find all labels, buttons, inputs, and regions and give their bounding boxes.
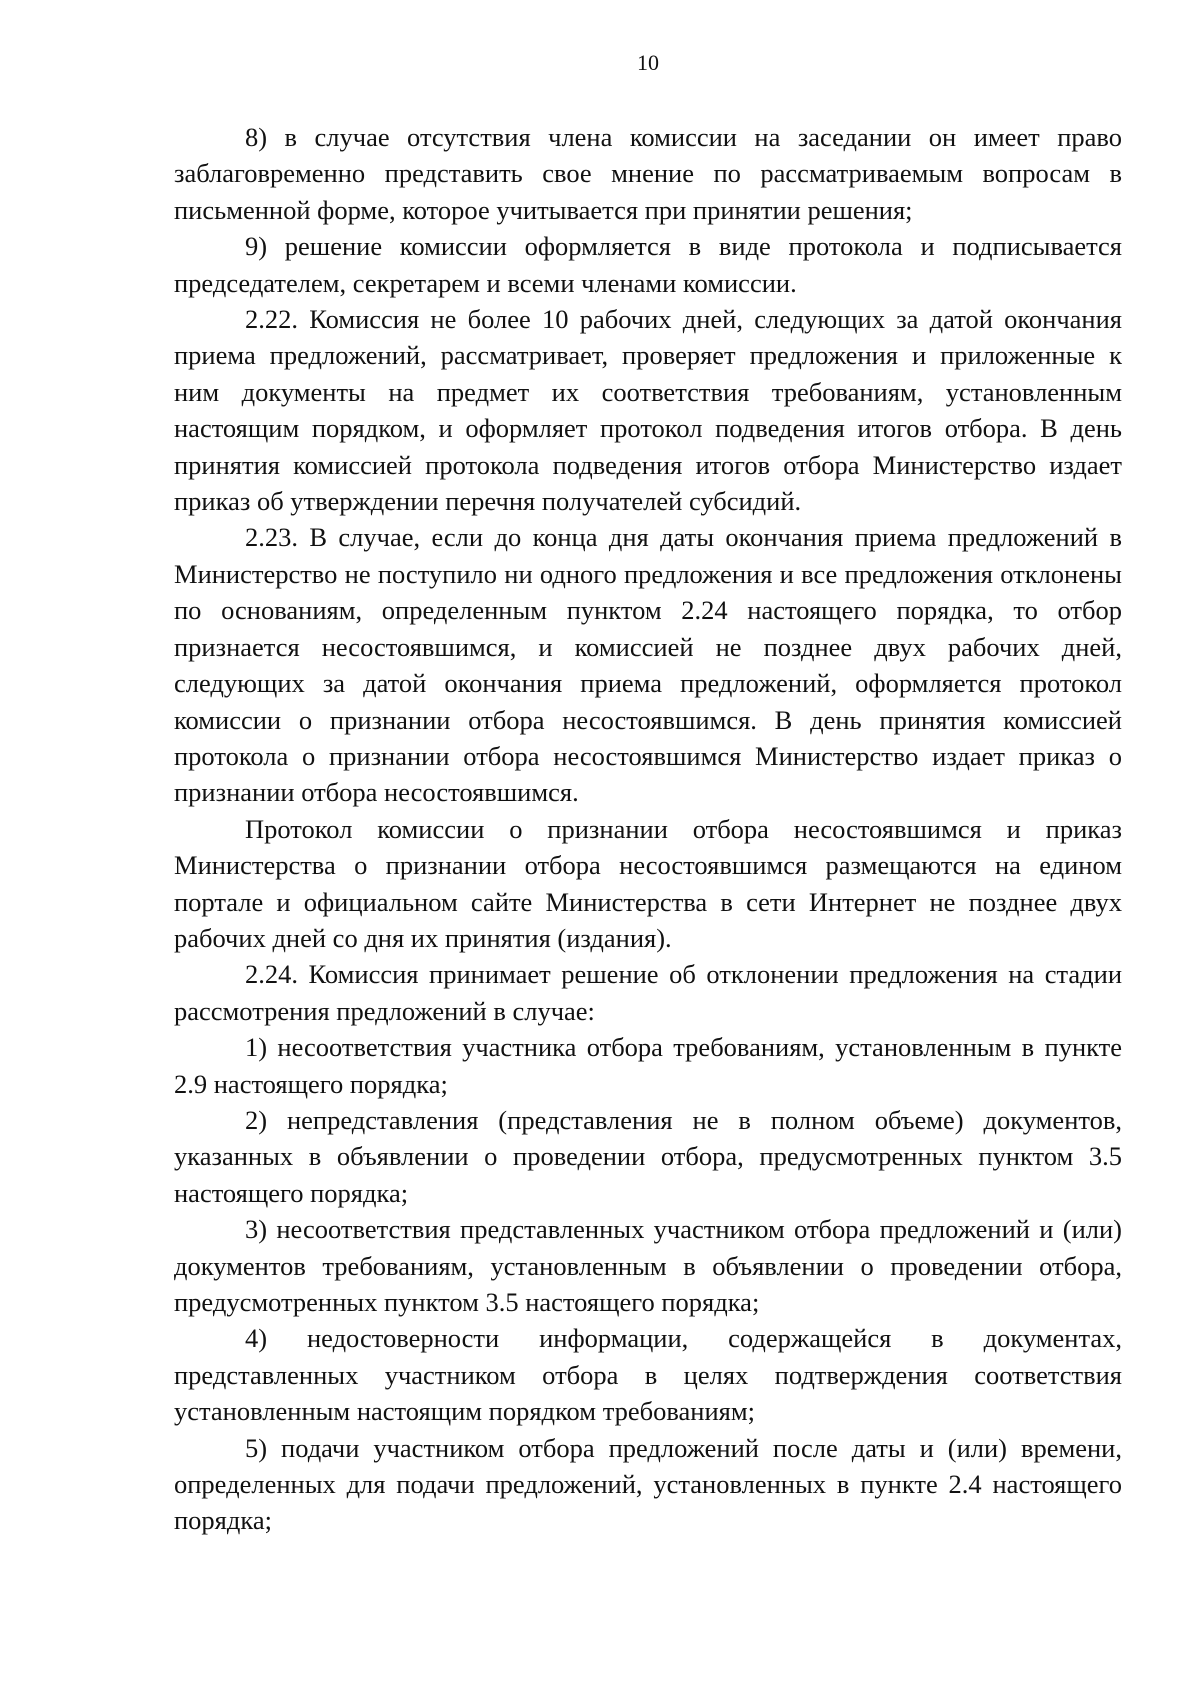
paragraph-item-2: 2) непредставления (представления не в полном объеме) документов, указанных в объявлении о проведении отбора, предусмотренных пунктом 3.5 настоящего порядка; [174, 1104, 1122, 1208]
paragraph-2-24: 2.24. Комиссия принимает решение об отклонении предложения на стадии рассмотрения предложений в случае: [174, 959, 1122, 1026]
paragraph-2-22: 2.22. Комиссия не более 10 рабочих дней, следующих за датой окончания приема предложений, рассматривает, проверяет предложения и приложенные к ним документы на предмет их соответствия требованиям, установленным настоящим порядком, и оформляет протокол подведения итогов отбора. В день принятия комиссией протокола подведения итогов отбора Министерство издает приказ об утверждении перечня получателей субсидий. [174, 304, 1122, 517]
paragraph-item-9: 9) решение комиссии оформляется в виде протокола и подписывается председателем, секретарем и всеми членами комиссии. [174, 231, 1122, 298]
paragraph-2-23: 2.23. В случае, если до конца дня даты окончания приема предложений в Министерство не поступило ни одного предложения и все предложения отклонены по основаниям, определенным пунктом 2.24 настоящего порядка, то отбор признается несостоявшимся, и комиссией не позднее двух рабочих дней, следующих за датой окончания приема предложений, оформляется протокол комиссии о признании отбора несостоявшимся. В день принятия комиссией протокола о признании отбора несостоявшимся Министерство издает приказ о признании отбора несостоявшимся. [174, 522, 1122, 808]
paragraph-item-1: 1) несоответствия участника отбора требованиям, установленным в пункте 2.9 настоящего порядка; [174, 1032, 1122, 1099]
paragraph-item-5: 5) подачи участником отбора предложений после даты и (или) времени, определенных для подачи предложений, установленных в пункте 2.4 настоящего порядка; [174, 1432, 1122, 1536]
paragraph-item-3: 3) несоответствия представленных участником отбора предложений и (или) документов требованиям, установленным в объявлении о проведении отбора, предусмотренных пунктом 3.5 настоящего порядка; [174, 1214, 1122, 1317]
paragraph-item-4: 4) недостоверности информации, содержащейся в документах, представленных участником отбора в целях подтверждения соответствия установленным настоящим порядком требованиям; [174, 1323, 1122, 1427]
paragraph-protocol: Протокол комиссии о признании отбора несостоявшимся и приказ Министерства о признании отбора несостоявшимся размещаются на едином портале и официальном сайте Министерства в сети Интернет не позднее двух рабочих дней со дня их принятия (издания). [174, 813, 1122, 953]
document-body [174, 119, 1122, 1539]
page-number: 10 [637, 50, 659, 75]
paragraph-item-8: 8) в случае отсутствия члена комиссии на заседании он имеет право заблаговременно представить свое мнение по рассматриваемым вопросам в письменной форме, которое учитывается при принятии решения; [174, 122, 1122, 225]
